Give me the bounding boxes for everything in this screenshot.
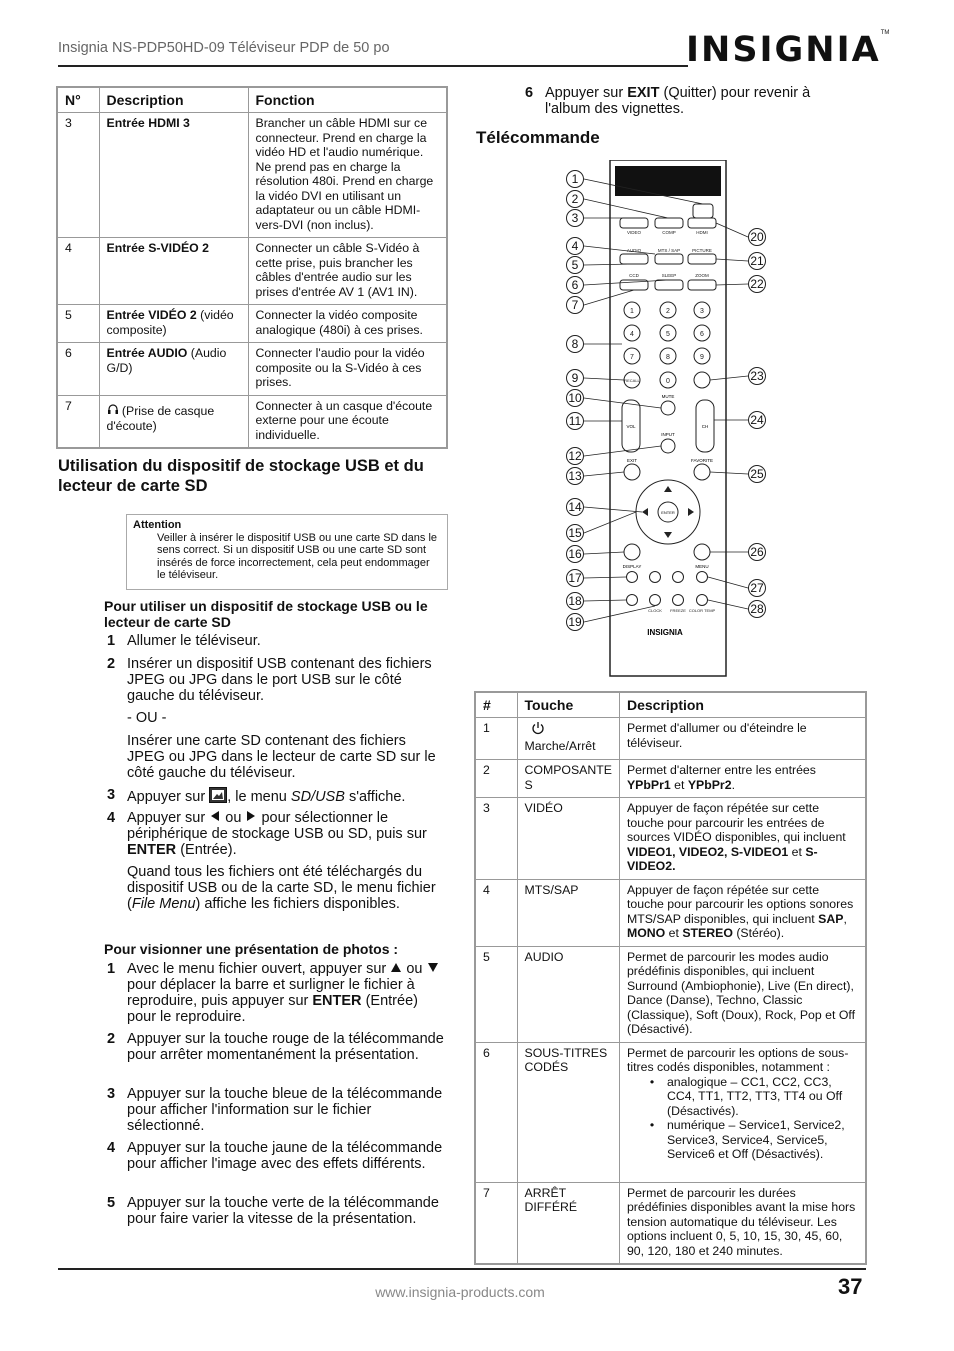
remote-title: Télécommande	[476, 128, 600, 147]
mts-label: MTS / SAP	[657, 248, 681, 253]
row-desc	[99, 113, 248, 238]
row-num: 5	[57, 305, 99, 343]
digit-label: 4	[630, 331, 634, 338]
desc-bold: SAP	[818, 911, 844, 926]
slideshow-step-6	[525, 85, 855, 117]
slideshow-step-3	[107, 1086, 447, 1134]
desc-text: (Stéréo).	[732, 926, 785, 940]
row-desc-rest: (Prise de casque d'écoute)	[106, 403, 215, 433]
digit-label: 6	[700, 331, 704, 338]
row-num: 7	[475, 1182, 517, 1264]
usb-step-3	[107, 787, 447, 807]
step-text: pour déplacer la barre et surligner le fichier à reproduire, puis appuyer sur	[127, 977, 415, 1010]
vol-label: VOL	[626, 424, 636, 429]
step-number: 1	[107, 961, 116, 977]
remote-brand: INSIGNIA	[647, 628, 683, 637]
callout-number: 4	[566, 237, 584, 255]
digit-label: 1	[630, 308, 634, 315]
usb-subheading: Pour utiliser un dispositif de stockage USB ou le lecteur de carte SD	[104, 598, 428, 630]
col-header-description: Description	[99, 87, 248, 113]
callout-number: 18	[566, 592, 584, 610]
callout-number: 24	[748, 411, 766, 429]
insignia-logo	[686, 30, 890, 74]
green-button	[650, 572, 661, 583]
colortemp-button	[697, 595, 708, 606]
usb-step-or: - OU -	[127, 710, 167, 726]
row-desc-bold: Entrée S-VIDÉO 2	[106, 241, 210, 255]
step-text: pour sélectionner le périphérique de stockage USB ou SD, puis sur	[127, 810, 427, 843]
desc-text: et	[665, 926, 683, 940]
attention-body: Veiller à insérer le dispositif USB ou une carte SD dans le sens correct. Si un dispositif USB ou une carte SD sont insérés de force incorrectement, cela peut endommager le téléviseur.	[157, 531, 438, 581]
row-desc	[99, 395, 248, 448]
table-row	[475, 718, 866, 760]
table-row	[475, 798, 866, 880]
step-text: Appuyer sur	[127, 788, 206, 805]
callout-number: 3	[566, 209, 584, 227]
remote-top-strip	[615, 166, 721, 196]
clock-label: CLOCK	[648, 608, 662, 613]
left-arrow-icon	[209, 810, 221, 826]
usb-step-2	[107, 656, 447, 704]
step-number: 4	[107, 810, 116, 826]
footer-rule	[58, 1268, 866, 1270]
digit-button	[694, 372, 710, 388]
input-button	[661, 439, 675, 453]
step-text: Appuyer sur la touche rouge de la télécommande pour arrêter momentanément la présentation.	[127, 1031, 444, 1063]
table-row	[475, 760, 866, 798]
step-text: ou	[406, 961, 423, 977]
col-header-function: Fonction	[248, 87, 447, 113]
callout-number: 28	[748, 600, 766, 618]
picture-button	[688, 254, 716, 264]
back-button	[627, 595, 638, 606]
step-text: (Entrée) pour le reproduire.	[127, 993, 418, 1026]
desc-text: Appuyer de façon répétée sur cette touche pour parcourir les options sonores MTS/SAP disponibles, qui incluent	[626, 882, 854, 926]
power-button	[693, 204, 713, 218]
col-header-num: N°	[57, 87, 99, 113]
table-row	[475, 1182, 866, 1264]
connector-table	[56, 86, 448, 449]
callout-number: 10	[566, 389, 584, 407]
callout-number: 5	[566, 256, 584, 274]
callout-number: 7	[566, 296, 584, 314]
digit-label: 9	[700, 354, 704, 361]
row-desc	[619, 879, 866, 946]
remote-illustration	[560, 160, 780, 680]
bullet-item: • numérique – Service1, Service2, Service3, Service4, Service5, Service6 et Off (Désactivés).	[627, 1118, 858, 1162]
callout-number: 17	[566, 569, 584, 587]
footer-url: www.insignia-products.com	[375, 1284, 545, 1300]
header-title: Insignia NS-PDP50HD-09 Téléviseur PDP de 50 po	[58, 40, 390, 56]
table-row	[475, 946, 866, 1042]
row-key: VIDÉO	[517, 798, 619, 880]
table-row	[57, 395, 447, 448]
row-desc	[99, 343, 248, 396]
step-text-bold: ENTER	[312, 993, 362, 1010]
callout-number: 20	[748, 228, 766, 246]
ccd-label: CCD	[629, 273, 639, 278]
row-desc	[619, 760, 866, 798]
step-number: 4	[107, 1140, 116, 1156]
col-header-key: Touche	[517, 692, 619, 718]
desc-bold: S-VIDEO2.	[626, 844, 818, 873]
table-row	[475, 1042, 866, 1182]
row-num: 4	[475, 879, 517, 946]
table-row	[57, 343, 447, 396]
desc-bold: YPbPr1	[626, 777, 671, 792]
row-key: MTS/SAP	[517, 879, 619, 946]
step-number: 5	[107, 1195, 116, 1211]
input-label: INPUT	[661, 432, 675, 437]
colortemp-label: COLOR TEMP	[688, 608, 716, 613]
step-text: Quand tous les fichiers ont été téléchargés du dispositif USB ou de la carte SD, le menu fichier (	[127, 864, 436, 912]
slideshow-step-5	[107, 1195, 447, 1227]
logo-text: INSIGNIA	[686, 30, 881, 70]
desc-text: ,	[843, 911, 847, 926]
headphone-icon	[107, 404, 119, 419]
step-number: 6	[525, 85, 534, 101]
callout-number: 2	[566, 190, 584, 208]
audio-button	[620, 254, 648, 264]
step-text: Avec le menu fichier ouvert, appuyer sur	[127, 961, 387, 977]
desc-text: et	[788, 844, 806, 859]
step-text: Appuyer sur la touche bleue de la télécommande pour afficher l'information sur le fichier sélectionné.	[127, 1086, 443, 1134]
key-label: Marche/Arrêt	[524, 738, 596, 753]
table-row	[57, 305, 447, 343]
table-header-row	[57, 87, 447, 113]
yellow-button	[673, 572, 684, 583]
desc-text: .	[731, 777, 735, 792]
row-desc	[619, 1042, 866, 1182]
right-arrow-icon	[245, 810, 257, 826]
remote-keys-table	[474, 691, 867, 1265]
step-number: 2	[107, 656, 116, 672]
callout-number: 15	[566, 524, 584, 542]
step-number: 1	[107, 633, 116, 649]
row-key: COMPOSANTE S	[517, 760, 619, 798]
slideshow-step-1	[107, 961, 447, 1026]
desc-bold: VIDEO1, VIDEO2, S-VIDEO1	[626, 844, 789, 859]
slideshow-step-4	[107, 1140, 447, 1172]
digit-label: 7	[630, 354, 634, 361]
video-label: VIDEO	[626, 230, 642, 235]
callout-number: 1	[566, 170, 584, 188]
desc-text: Permet de parcourir les options de sous-titres codés disponibles, notamment :	[626, 1045, 849, 1074]
favorite-label: FAVORITE	[691, 458, 713, 463]
row-num: 5	[475, 946, 517, 1042]
row-func: Brancher un câble HDMI sur ce connecteur. Prend en charge la vidéo HD et l'audio numérique. Ne prend pas en charge la résolution 480i. Prend en charge la vidéo DVI en utilisant un adaptateur ou un câble HDMI-vers-DVI (non inclus).	[248, 113, 447, 238]
zoom-button	[688, 280, 716, 290]
hdmi-button	[688, 218, 716, 228]
desc-bold: YPbPr2	[687, 777, 732, 792]
page-number: 37	[838, 1274, 863, 1299]
step-text: ) affiche les fichiers disponibles.	[195, 896, 400, 912]
callout-number: 9	[566, 369, 584, 387]
digit-label: 2	[666, 308, 670, 315]
usb-step-2b: Insérer une carte SD contenant des fichiers JPEG ou JPG dans le lecteur de carte SD sur le côté gauche du téléviseur.	[127, 733, 436, 781]
display-button	[624, 544, 640, 560]
step-text: , le menu	[227, 788, 287, 805]
power-icon	[525, 721, 612, 739]
row-desc-bold: Entrée VIDÉO 2	[106, 308, 197, 322]
row-num: 4	[57, 238, 99, 305]
video-button	[620, 218, 648, 228]
step-text-bold: EXIT	[627, 85, 660, 101]
desc-bold: MONO	[626, 926, 666, 940]
row-num: 1	[475, 718, 517, 760]
row-desc-bold: Entrée HDMI 3	[106, 116, 190, 130]
step-text: s'affiche.	[348, 788, 406, 805]
bullet-text: numérique – Service1, Service2, Service3, Service4, Service5, Service6 et Off (Désactivés).	[666, 1118, 845, 1161]
freeze-label: FREEZE	[670, 608, 686, 613]
logo-tm: TM	[880, 30, 890, 36]
callout-number: 23	[748, 367, 766, 385]
digit-label: 8	[666, 354, 670, 361]
callout-number: 11	[566, 412, 584, 430]
slideshow-step-2	[107, 1031, 447, 1063]
callout-number: 13	[566, 467, 584, 485]
callout-number: 26	[748, 543, 766, 561]
menu-label: MENU	[695, 564, 709, 569]
step-text-italic: SD/USB	[290, 788, 345, 805]
zoom-label: ZOOM	[695, 273, 709, 278]
step-text-bold: ENTER	[127, 842, 177, 859]
col-header-description: Description	[619, 692, 866, 718]
table-header-row	[475, 692, 866, 718]
callout-number: 12	[566, 447, 584, 465]
blue-button	[697, 572, 708, 583]
digit-label: 3	[700, 308, 704, 315]
up-arrow-icon	[390, 961, 402, 977]
exit-label: EXIT	[626, 458, 638, 463]
red-button	[627, 572, 638, 583]
ch-label: CH	[701, 424, 709, 429]
usb-button-icon	[209, 787, 227, 807]
row-desc: Permet de parcourir les modes audio prédéfinis disponibles, qui incluent Surround (Ambiophonie), Live (En direct), Dance (Danse), Techno, Classic (Classique), Soft (Doux), Rock, Pop et Off (Désactivé).	[619, 946, 866, 1042]
row-key: SOUS-TITRES CODÉS	[517, 1042, 619, 1182]
row-num: 2	[475, 760, 517, 798]
callout-number: 16	[566, 545, 584, 563]
desc-bold: STEREO	[682, 926, 733, 940]
step-text: (Quitter) pour revenir à l'album des vignettes.	[545, 85, 811, 117]
row-func: Connecter l'audio pour la vidéo composite ou la S-Vidéo à ces prises.	[248, 343, 447, 396]
step-text: Appuyer sur	[127, 810, 206, 826]
mute-button	[661, 401, 675, 415]
favorite-button	[694, 464, 710, 480]
table-row	[57, 238, 447, 305]
row-desc: Permet d'allumer ou d'éteindre le téléviseur.	[619, 718, 866, 760]
desc-text: Permet d'alterner entre les entrées	[626, 763, 816, 777]
comp-label: COMP	[662, 230, 676, 235]
clock-button	[650, 595, 661, 606]
desc-text: Appuyer de façon répétée sur cette touche pour parcourir les entrées de sources VIDÉO disponibles, qui incluent	[626, 801, 846, 844]
header-rule	[58, 65, 688, 67]
row-func: Connecter à un casque d'écoute externe pour une écoute individuelle.	[248, 395, 447, 448]
row-key	[517, 718, 619, 760]
freeze-button	[673, 595, 684, 606]
col-header-num: #	[475, 692, 517, 718]
row-desc: Permet de parcourir les durées prédéfinies disponibles avant la mise hors tension automatique du téléviseur. Les options incluent 0, 5, 10, 15, 30, 45, 60, 90, 120, 180 et 240 minutes.	[619, 1182, 866, 1264]
callout-number: 19	[566, 613, 584, 631]
row-num: 3	[57, 113, 99, 238]
row-num: 3	[475, 798, 517, 880]
table-row	[57, 113, 447, 238]
step-text: Appuyer sur	[545, 85, 624, 101]
row-func: Connecter un câble S-Vidéo à cette prise, puis brancher les câbles d'entrée audio sur les prises d'entrée AV 1 (AV1 IN).	[248, 238, 447, 305]
step-text: ou	[225, 810, 242, 826]
callout-number: 21	[748, 252, 766, 270]
attention-callout	[126, 514, 448, 590]
row-num: 6	[475, 1042, 517, 1182]
enter-label: ENTER	[661, 510, 675, 515]
row-key: AUDIO	[517, 946, 619, 1042]
bullet-item: • analogique – CC1, CC2, CC3, CC4, TT1, TT2, TT3, TT4 ou Off (Désactivés).	[627, 1075, 858, 1119]
row-desc	[619, 798, 866, 880]
row-desc-rest: (Audio G/D)	[106, 346, 227, 375]
step-text: (Entrée).	[180, 842, 237, 859]
sleep-label: SLEEP	[661, 273, 677, 278]
down-arrow-icon	[427, 961, 439, 977]
callout-number: 14	[566, 498, 584, 516]
row-desc	[99, 238, 248, 305]
digit-label: 5	[666, 331, 670, 338]
usb-step-4-para	[127, 864, 447, 912]
hdmi-label: HDMI	[696, 230, 708, 235]
row-desc-bold: Entrée AUDIO	[106, 346, 188, 360]
step-text: Appuyer sur la touche verte de la télécommande pour faire varier la vitesse de la présentation.	[127, 1195, 439, 1227]
audio-label: AUDIO	[626, 248, 642, 253]
row-func: Connecter la vidéo composite analogique (480i) à ces prises.	[248, 305, 447, 343]
slideshow-subheading: Pour visionner une présentation de photos :	[104, 941, 399, 957]
table-row	[475, 879, 866, 946]
usb-step-4	[107, 810, 447, 859]
mute-label: MUTE	[661, 394, 675, 399]
mts-button	[655, 254, 683, 264]
usb-section-heading: Utilisation du dispositif de stockage USB et du lecteur de carte SD	[58, 457, 424, 495]
display-label: DISPLAY	[622, 564, 642, 569]
digit-label: 0	[666, 378, 670, 385]
bullet-text: analogique – CC1, CC2, CC3, CC4, TT1, TT2, TT3, TT4 ou Off (Désactivés).	[666, 1074, 843, 1118]
sleep-button	[655, 280, 683, 290]
callout-number: 6	[566, 276, 584, 294]
callout-number: 25	[748, 465, 766, 483]
menu-button	[694, 544, 710, 560]
callout-number: 22	[748, 275, 766, 293]
row-desc	[99, 305, 248, 343]
row-key: ARRÊT DIFFÉRÉ	[517, 1182, 619, 1264]
step-text: Insérer un dispositif USB contenant des fichiers JPEG ou JPG dans le port USB sur le côté gauche du téléviseur.	[127, 656, 432, 704]
step-number: 3	[107, 787, 116, 803]
recall-label: RECALL	[624, 378, 640, 383]
picture-label: PICTURE	[692, 248, 712, 253]
step-text: Allumer le téléviseur.	[127, 633, 261, 649]
step-number: 3	[107, 1086, 116, 1102]
exit-button	[624, 464, 640, 480]
row-num: 6	[57, 343, 99, 396]
step-text: Appuyer sur la touche jaune de la télécommande pour afficher l'image avec des effets différents.	[127, 1140, 443, 1172]
comp-button	[655, 218, 683, 228]
desc-text: et	[670, 777, 688, 792]
callout-number: 8	[566, 335, 584, 353]
attention-title: Attention	[133, 519, 182, 531]
usb-step-1	[107, 633, 447, 649]
row-desc-rest: (vidéo composite)	[106, 308, 234, 337]
step-number: 2	[107, 1031, 116, 1047]
callout-number: 27	[748, 579, 766, 597]
row-num: 7	[57, 395, 99, 448]
step-text-italic: File Menu	[131, 896, 196, 912]
